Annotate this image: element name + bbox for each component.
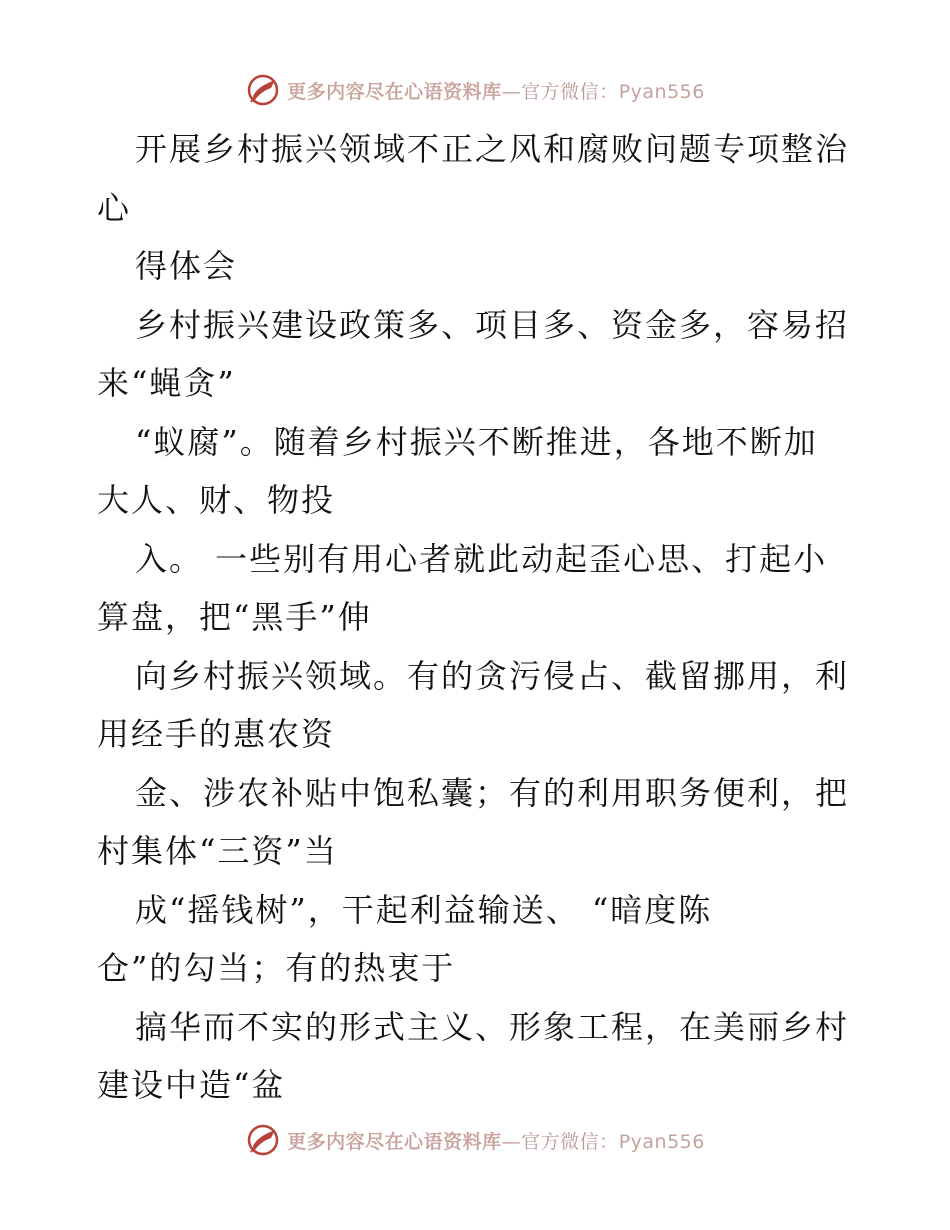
text-line: “蚁腐”。随着乡村振兴不断推进，各地不断加 <box>135 422 818 461</box>
text-line: 仓”的勾当；有的热衷于 <box>97 949 456 987</box>
text-line: 搞华而不实的形式主义、形象工程，在美丽乡村 <box>135 1007 850 1046</box>
text-line: 金、涉农补贴中饱私囊；有的利用职务便利，把 <box>135 773 850 812</box>
page-header-banner <box>0 70 950 110</box>
text-line: 村集体“三资”当 <box>97 832 338 870</box>
header-text-wechat-id: Pyan556 <box>618 80 705 103</box>
text-line: 算盘，把“黑手”伸 <box>97 598 372 636</box>
footer-text-wechat-id: Pyan556 <box>618 1130 705 1153</box>
text-line: 建设中造“盆 <box>97 1066 286 1104</box>
header-watermark <box>245 72 705 108</box>
footer-banner-text <box>287 1127 705 1154</box>
footer-text-site: 更多内容尽在心语资料库 <box>287 1130 502 1153</box>
header-banner-text <box>287 77 705 104</box>
page-footer-banner <box>0 1120 950 1160</box>
text-line: 成“摇钱树”，干起利益输送、 “暗度陈 <box>135 890 713 929</box>
header-text-site: 更多内容尽在心语资料库 <box>287 80 502 103</box>
text-line: 入。 一些别有用心者就此动起歪心思、打起小 <box>135 539 828 578</box>
header-text-wechat-label: —官方微信： <box>501 80 619 103</box>
text-line: 向乡村振兴领域。有的贪污侵占、截留挪用，利 <box>135 656 850 695</box>
document-body <box>97 120 857 1115</box>
pen-logo-icon <box>245 1122 281 1158</box>
pen-logo-icon <box>245 72 281 108</box>
text-line: 开展乡村振兴领域不正之风和腐败问题专项整治 <box>135 130 850 168</box>
footer-text-wechat-label: —官方微信： <box>501 1130 619 1153</box>
text-line: 用经手的惠农资 <box>97 715 336 753</box>
text-line: 乡村振兴建设政策多、项目多、资金多，容易招 <box>135 305 850 344</box>
text-line: 得体会 <box>135 247 238 285</box>
text-line: 来“蝇贪” <box>97 364 236 402</box>
text-line: 大人、财、物投 <box>97 481 336 519</box>
footer-watermark <box>245 1122 705 1158</box>
text-line: 心 <box>97 188 132 227</box>
